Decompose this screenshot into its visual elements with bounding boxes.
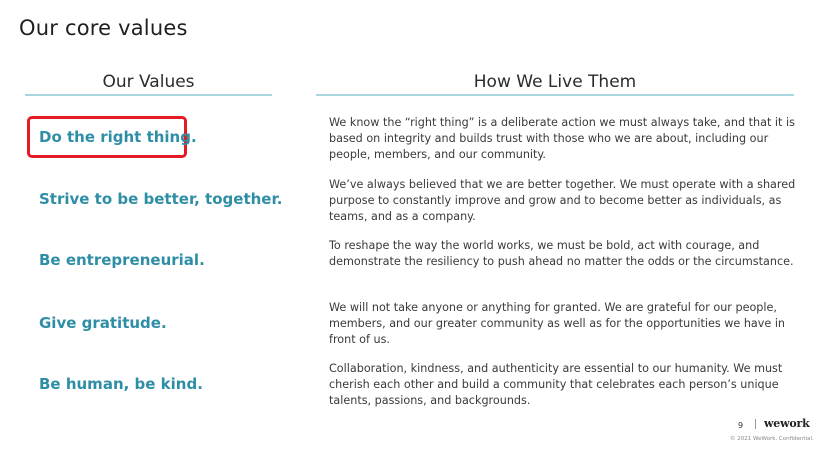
copyright-notice: © 2021 WeWork. Confidential. <box>730 436 814 442</box>
description-be-entrepreneurial: To reshape the way the world works, we must be bold, act with courage, and demonstrate the resiliency to push ahead no matter the odds or the circumstance. <box>329 239 794 268</box>
value-give-gratitude: Give gratitude. <box>39 314 167 332</box>
description-give-gratitude: We will not take anyone or anything for granted. We are grateful for our people, members, and our greater community as well as for the opportunities we have in front of us. <box>329 301 786 346</box>
description-be-human-be-kind: Collaboration, kindness, and authenticity are essential to our humanity. We must cherish each other and build a community that celebrates each person’s unique talents, passions, and backgrounds. <box>329 362 783 407</box>
value-strive-to-be-better: Strive to be better, together. <box>39 190 283 208</box>
value-be-human-be-kind: Be human, be kind. <box>39 375 203 393</box>
page-number: 9 <box>738 421 744 430</box>
value-be-entrepreneurial: Be entrepreneurial. <box>39 251 205 269</box>
wework-logo: wework <box>764 417 810 430</box>
page-title: Our core values <box>19 16 188 40</box>
footer-divider <box>755 419 756 429</box>
description-strive-to-be-better: We’ve always believed that we are better together. We must operate with a shared purpose to constantly improve and grow and to become better as individuals, as teams, and as a company. <box>329 178 796 223</box>
column-header-how-we-live-them: How We Live Them <box>316 72 794 96</box>
value-do-the-right-thing: Do the right thing. <box>39 128 197 146</box>
description-do-the-right-thing: We know the “right thing” is a deliberate action we must always take, and that it is based on integrity and builds trust with those who we are about, including our people, members, and our community. <box>329 116 795 161</box>
column-header-our-values: Our Values <box>25 72 272 96</box>
